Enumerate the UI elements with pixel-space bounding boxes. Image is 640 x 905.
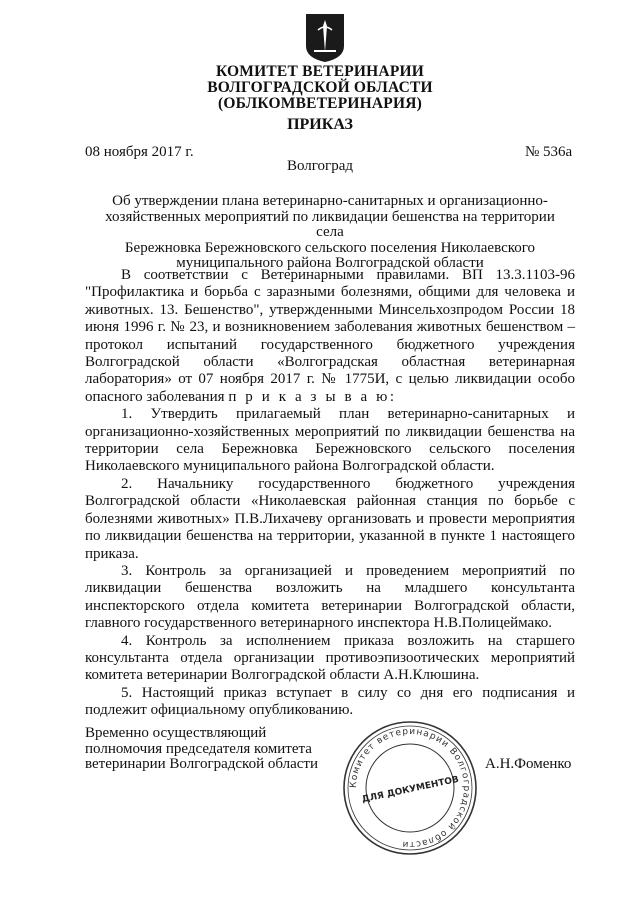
coat-of-arms-emblem [304,12,346,64]
stamp-inner-text: ДЛЯ ДОКУМЕНТОВ [361,774,460,806]
order-item-2: 2. Начальнику государственного бюджетного учреждения Волгоградской области «Николаевская районная станция по борьбе с болезнями животных» П.В.Лихачеву организовать и провести мероприятия по ликвидации бешенства на территории, указанной в пункте 1 настоящего приказа. [85,475,575,562]
subject-line-1: Об утверждении плана ветеринарно-санитарных и организационно- [112,193,548,209]
subject-line-4: муниципального района Волгоградской области [176,255,484,271]
position-line-2: полномочия председателя комитета [85,740,312,757]
position-line-3: ветеринарии Волгоградской области [85,756,318,772]
org-line-3: (ОБЛКОМВЕТЕРИНАРИЯ) [218,95,422,112]
stamp-outer-text: Комитет ветеринарии Волгоградской области [348,726,472,850]
order-item-4: 4. Контроль за исполнением приказа возложить на старшего консультанта отдела организации противоэпизоотических мероприятий комитета ветеринарии Волгоградской области А.Н.Клюшина. [85,632,575,684]
position-line-1: Временно осуществляющий [85,725,267,741]
order-item-1: 1. Утвердить прилагаемый план ветеринарно-санитарных и организационно-хозяйственных мероприятий по ликвидации бешенства на территории села Бережновка Бережновского сельского поселения Николаевского муниципального района Волгоградской области. [85,406,575,475]
order-item-5: 5. Настоящий приказ вступает в силу со дня его подписания и подлежит официальному опубликованию. [85,684,575,719]
org-line-1: КОМИТЕТ ВЕТЕРИНАРИИ [216,63,424,80]
org-line-2: ВОЛГОГРАДСКОЙ ОБЛАСТИ [207,79,433,96]
official-stamp [340,718,480,858]
document-subject [100,194,560,272]
document-body [85,267,575,720]
preamble-text: В соответствии с Ветеринарными правилами. ВП 13.3.1103-96 "Профилактика и борьба с заразными болезнями, общими для человека и животных. 13. Бешенство", утвержденными Минсельхозпродом России 18 июня 1996 г. № 23, и возникновением заболевания животных бешенством – протокол испытаний государственного бюджетного учреждения Волгоградской области «Волгоградская областная ветеринарная лаборатория» от 07 ноября 2017 г. № 1775И, с целью ликвидации особо опасного заболевания [85,267,575,405]
organization-name [0,64,640,112]
order-word: п р и к а з ы в а ю: [228,388,397,405]
signatory-name: А.Н.Фоменко [485,756,572,772]
order-item-3: 3. Контроль за организацией и проведением мероприятий по ликвидации бешенства возложить на младшего консультанта инспекторского отдела комитета ветеринарии Волгоградской области, главного государственного ветеринарного инспектора Н.В.Полицеймако. [85,562,575,632]
preamble-paragraph [85,267,575,406]
subject-line-3: Бережновка Бережновского сельского поселения Николаевского [124,239,536,256]
subject-line-2: хозяйственных мероприятий по ликвидации бешенства на территории села [105,208,555,240]
document-date: 08 ноября 2017 г. [85,144,194,160]
signatory-position [85,726,318,773]
document-number: № 536а [525,144,573,160]
document-type: ПРИКАЗ [287,116,353,133]
document-city: Волгоград [286,158,353,174]
